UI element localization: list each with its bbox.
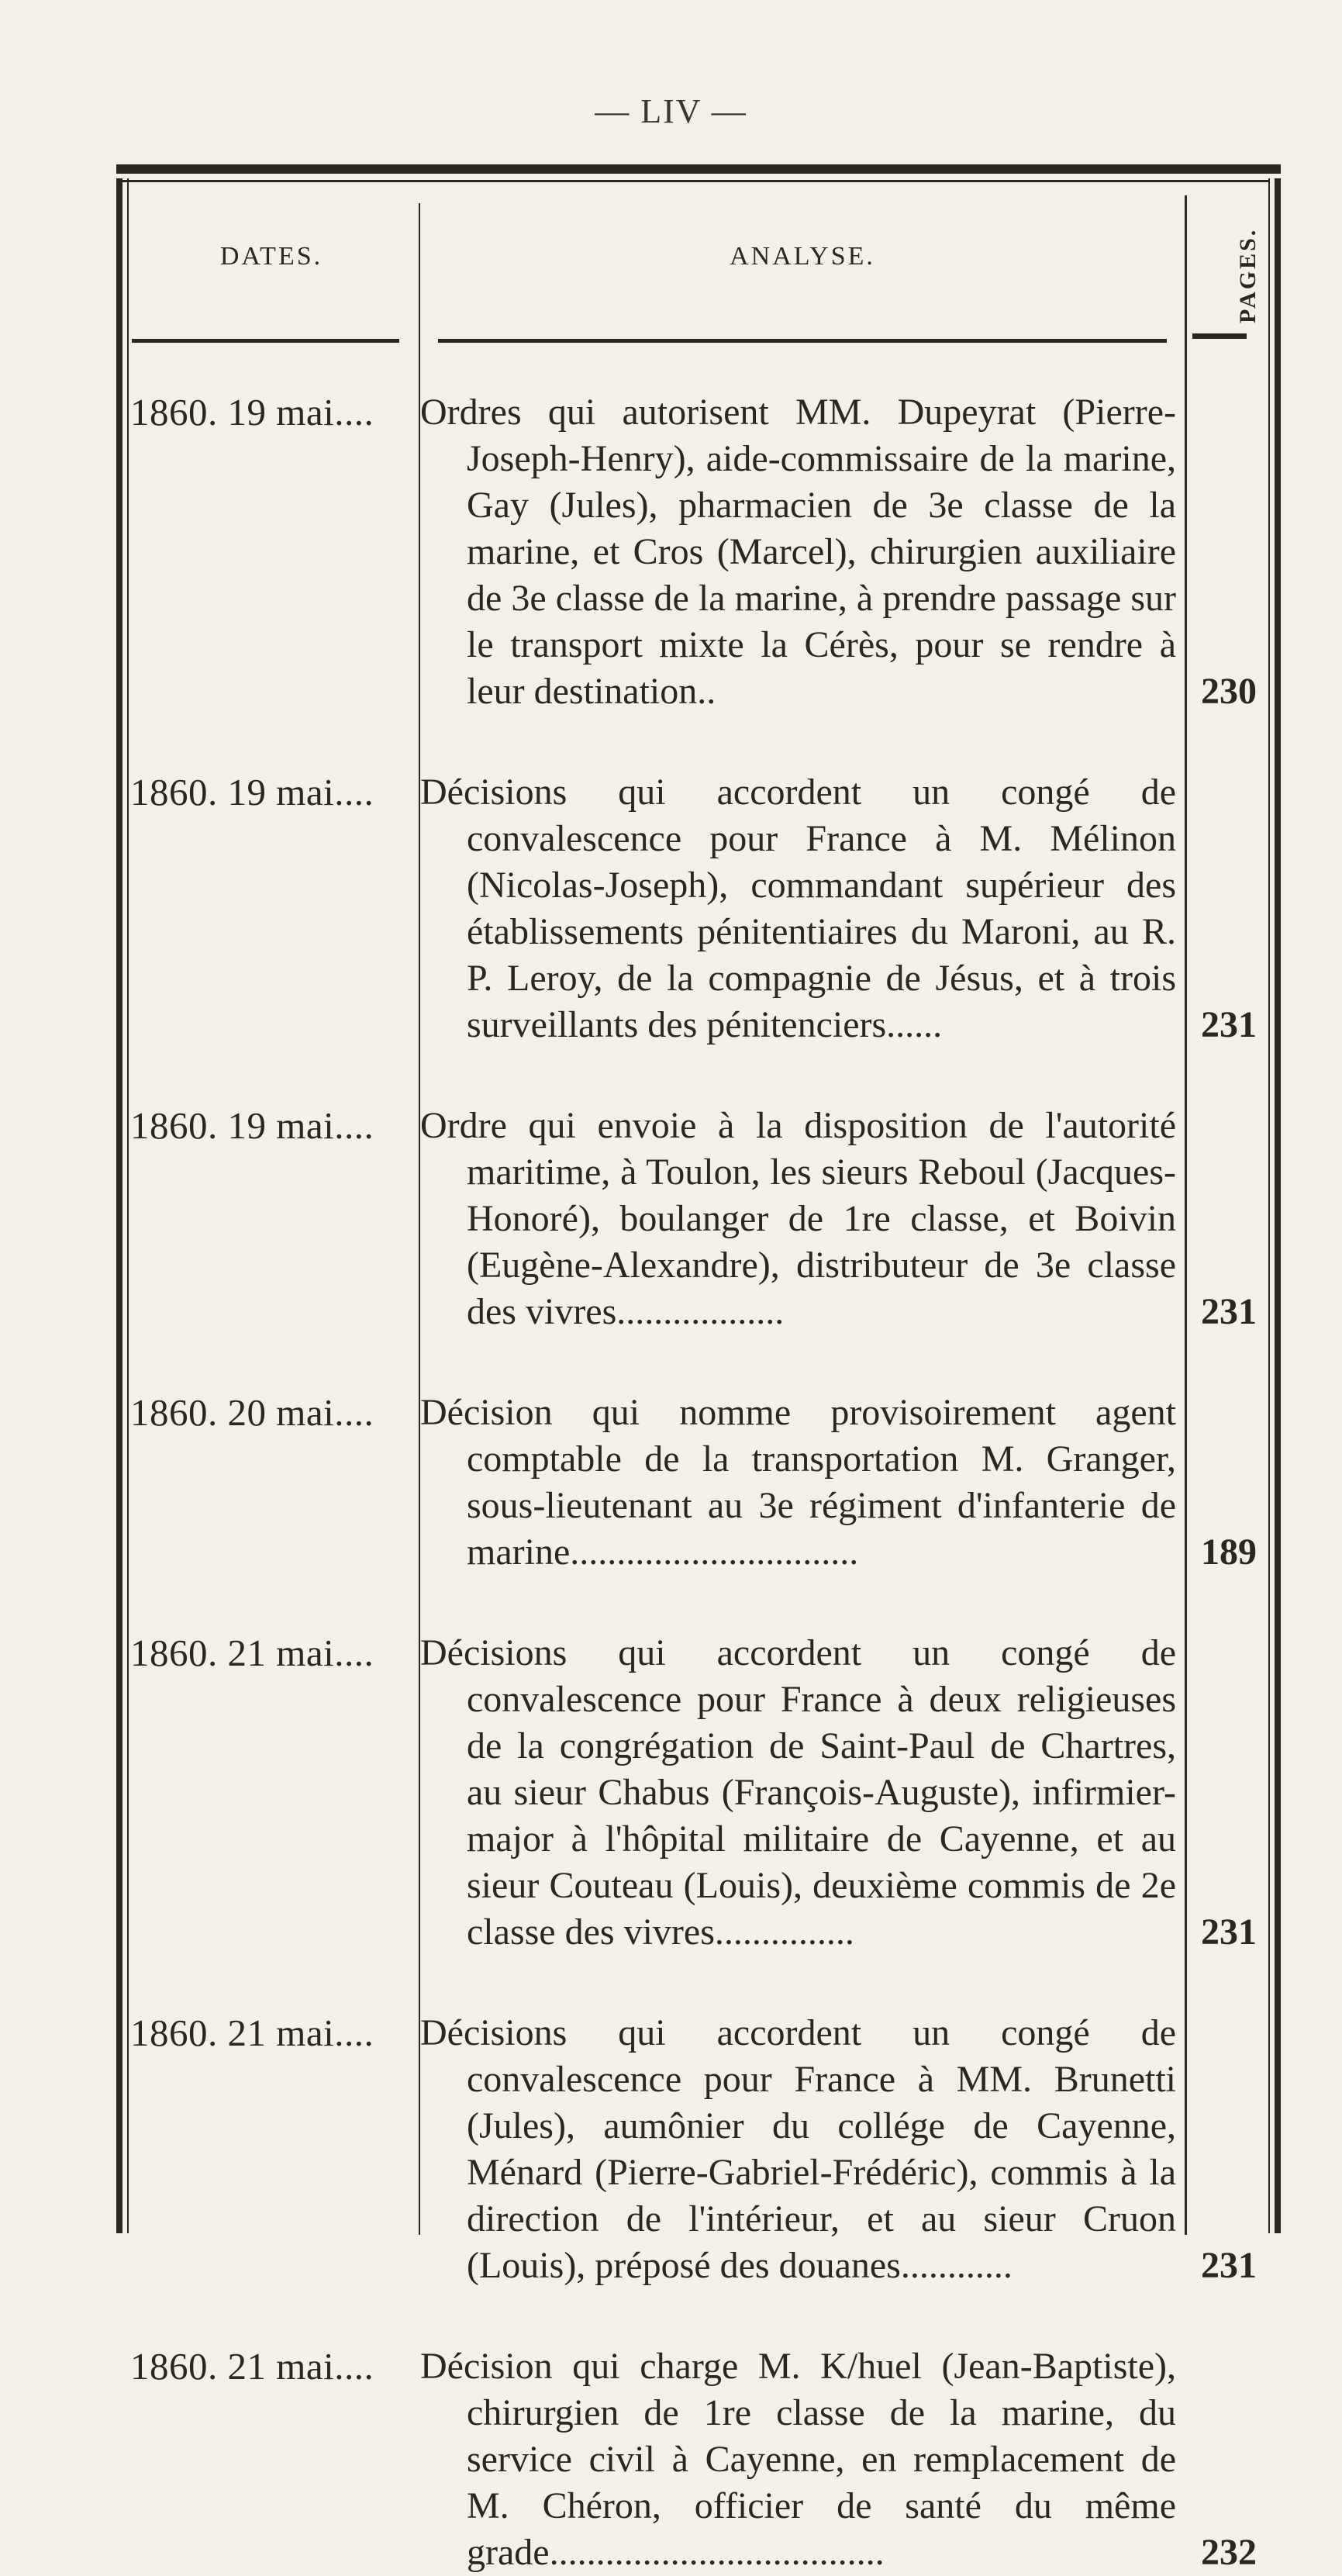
- top-rule-thin: [122, 180, 1270, 182]
- entry-analysis: [420, 1390, 1176, 1576]
- entry-date: 1860. 19 mai....: [130, 1104, 374, 1147]
- entry-page: 231: [1201, 2245, 1257, 2286]
- column-header-pages: [1190, 195, 1261, 327]
- entry-analysis: [420, 2010, 1176, 2289]
- right-rule: [1275, 178, 1281, 2233]
- column-divider-pages: [1185, 195, 1187, 2235]
- entry-date: 1860. 21 mai....: [130, 2345, 374, 2388]
- entry-page: 231: [1201, 1291, 1257, 1332]
- right-rule-inner: [1268, 178, 1270, 2233]
- header-rule-dates: [132, 339, 399, 343]
- entry-analysis: [420, 769, 1176, 1048]
- column-header-dates: DATES.: [219, 242, 323, 271]
- entry-page: 230: [1201, 671, 1257, 712]
- entry-analysis-text: Décisions qui accordent un congé de convalescence pour France à MM. Brunetti (Jules), aumônier du collége de Cayenne, Ménard (Pierre-Gabriel-Frédéric), commis à la direction de l'intérieur, et au sieur Cruon (Louis), préposé des douanes............: [420, 2012, 1176, 2286]
- entry-analysis-text: Décision qui nomme provisoirement agent comptable de la transportation M. Granger, sous-lieutenant au 3e régiment d'infanterie de marine...............................: [420, 1392, 1176, 1573]
- entry-date: 1860. 21 mai....: [130, 2011, 374, 2054]
- table-frame: [116, 164, 1281, 2573]
- top-rule: [116, 164, 1281, 174]
- left-rule-inner: [127, 178, 129, 2233]
- entry-analysis: [420, 2343, 1176, 2576]
- page-header: — LIV —: [595, 92, 747, 130]
- entry-analysis-text: Décision qui charge M. K/huel (Jean-Baptiste), chirurgien de 1re classe de la marine, du service civil à Cayenne, en remplacement de M. Chéron, officier de santé du même grade....................................: [420, 2346, 1176, 2573]
- entry-date: 1860. 19 mai....: [130, 391, 374, 433]
- entry-page: 189: [1201, 1531, 1257, 1573]
- entry-date: 1860. 20 mai....: [130, 1391, 374, 1434]
- entry-analysis: [420, 1103, 1176, 1335]
- entry-date: 1860. 19 mai....: [130, 771, 374, 813]
- entry-date: 1860. 21 mai....: [130, 1632, 374, 1674]
- column-header-analyse: ANALYSE.: [730, 242, 875, 271]
- entry-analysis-text: Décisions qui accordent un congé de convalescence pour France à deux religieuses de la congrégation de Saint-Paul de Chartres, au sieur Chabus (François-Auguste), infirmier-major à l'hôpital militaire de Cayenne, et au sieur Couteau (Louis), deuxième commis de 2e classe des vivres...............: [420, 1632, 1176, 1953]
- entry-analysis-text: Décisions qui accordent un congé de convalescence pour France à M. Mélinon (Nicolas-Joseph), commandant supérieur des établissements pénitentiaires du Maroni, au R. P. Leroy, de la compagnie de Jésus, et à trois surveillants des pénitenciers......: [420, 772, 1176, 1045]
- entry-page: 231: [1201, 1004, 1257, 1045]
- header-rule-analyse: [438, 339, 1167, 343]
- entry-analysis: [420, 389, 1176, 715]
- entry-page: 232: [1201, 2532, 1257, 2573]
- entry-analysis: [420, 1630, 1176, 1956]
- entry-analysis-text: Ordre qui envoie à la disposition de l'autorité maritime, à Toulon, les sieurs Reboul (Jacques-Honoré), boulanger de 1re classe, et Boivin (Eugène-Alexandre), distributeur de 3e classe des vivres..................: [420, 1105, 1176, 1332]
- column-header-pages-label: PAGES.: [1235, 227, 1261, 323]
- entry-page: 231: [1201, 1911, 1257, 1953]
- entry-analysis-text: Ordres qui autorisent MM. Dupeyrat (Pierre-Joseph-Henry), aide-commissaire de la marine, Gay (Jules), pharmacien de 3e classe de la marine, et Cros (Marcel), chirurgien auxiliaire de 3e classe de la marine, à prendre passage sur le transport mixte la Cérès, pour se rendre à leur destination..: [420, 392, 1176, 712]
- left-rule: [116, 178, 122, 2233]
- header-rule-pages: [1192, 333, 1247, 339]
